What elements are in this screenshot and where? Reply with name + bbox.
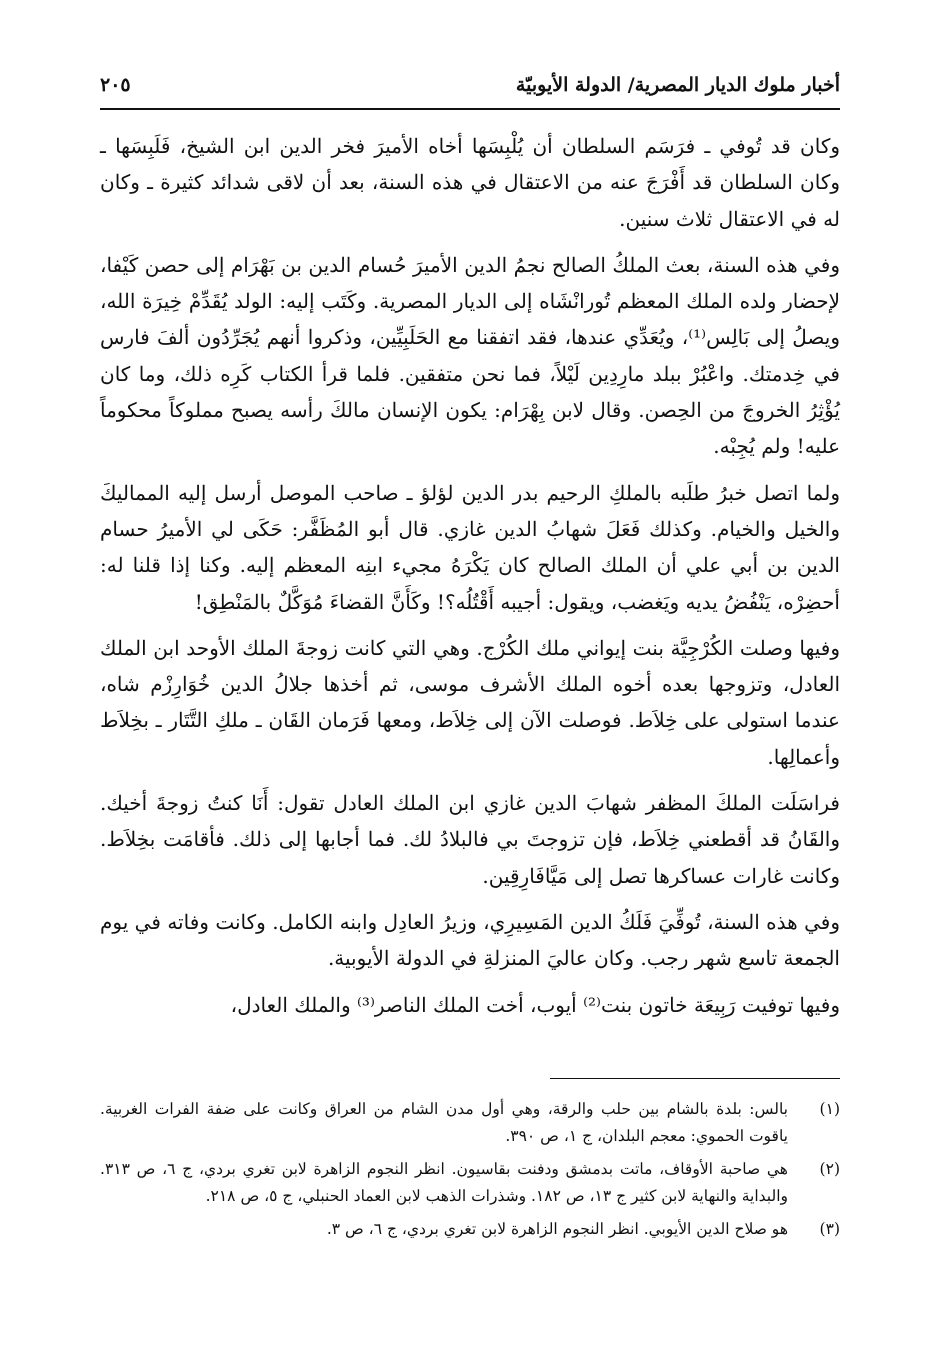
page-number: ٢٠٥ bbox=[100, 74, 131, 96]
footnote-2 bbox=[100, 1156, 840, 1210]
footnote-number: (٢) bbox=[819, 1160, 840, 1178]
footnote-text: هي صاحبة الأوقاف، ماتت بدمشق ودفنت بقاسيون. انظر النجوم الزاهرة لابن تغري بردي، ج ٦، ص ٣١٣. والبداية والنهاية لابن كثير ج ١٣، ص ١٨٢. وشذرات الذهب لابن العماد الحنبلي، ج ٥، ص ٢١٨. bbox=[100, 1160, 788, 1205]
page-header bbox=[100, 68, 840, 110]
footnote-text: بالس: بلدة بالشام بين حلب والرقة، وهي أول مدن الشام من العراق وكانت على ضفة الفرات الغربية. ياقوت الحموي: معجم البلدان، ج ١، ص ٣٩٠. bbox=[100, 1100, 788, 1145]
main-text bbox=[100, 128, 840, 1033]
footnote-divider bbox=[550, 1078, 840, 1079]
paragraph: وكان قد تُوفي ـ فرَسَم السلطان أن يُلْبِسَها أخاه الأميرَ فخر الدين ابن الشيخ، فَلَبِسَها ـ وكان السلطان قد أَفْرَجَ عنه من الاعتقال في هذه السنة، بعد أن لاقى شدائد كثيرة ـ وكان له في الاعتقال ثلاث سنين. bbox=[100, 134, 840, 231]
paragraph: وفي هذه السنة، بعث الملكُ الصالح نجمُ الدين الأميرَ حُسام الدين بن بَهْرَام إلى حصن كَيْفا، لإحضار ولده الملك المعظم تُورانْشَاه إلى الديار المصرية. وكَتَب إليه: الولد يُقَدِّمْ خِيرَة الله، ويصلُ إلى بَالِس⁽¹⁾، ويُعَدِّي عندها، فقد اتفقنا مع الحَلَبِيِّين، وذكروا أنهم يُجَرِّدُون ألفَ فارس في خِدمتك. واعْبُرْ ببلد مارِدِين لَيْلاً، فما نحن متفقين. فلما قرأ الكتاب كَرِه ذلك، وما كان يُؤْثِرُ الخروجَ من الحِصن. وقال لابن بِهْرَام: يكون الإنسان مالكَ رأسه يصبح مملوكاً محكوماً عليه! ولم يُجِبْه. bbox=[100, 252, 840, 459]
paragraph: وفي هذه السنة، تُوفِّيَ فَلَكُ الدين المَسِيرِي، وزيرُ العادِل وابنه الكامل. وكانت وفاته في يوم الجمعة تاسع شهر رجب. وكان عاليَ المنزلةِ في الدولة الأيوبية. bbox=[100, 909, 840, 971]
footnote-number: (٣) bbox=[819, 1220, 840, 1238]
footnote-list bbox=[100, 1096, 840, 1249]
footnote-1 bbox=[100, 1096, 840, 1150]
footnote-text: هو صلاح الدين الأيوبي. انظر النجوم الزاهرة لابن تغري بردي، ج ٦، ص ٣. bbox=[326, 1220, 788, 1238]
paragraph: وفيها وصلت الكُرْجِيَّة بنت إيواني ملك الكُرْج. وهي التي كانت زوجةَ الملك الأوحد ابن الملك العادل، وتزوجها بعده أخوه الملك الأشرف موسى، ثم أخذها جلالُ الدين خُوَارِزْم شاه، عندما استولى على خِلاَط. فوصلت الآن إلى خِلاَط، ومعها فَرَمان القَان ـ ملكِ التَّتَار ـ بخِلاَط وأعمالِها. bbox=[100, 635, 840, 769]
paragraph: ولما اتصل خبرُ طلَبه بالملكِ الرحيم بدر الدين لؤلؤ ـ صاحب الموصل أرسل إليه المماليكَ والخيل والخيام. وكذلك فَعَلَ شهابُ الدين غازي. قال أبو المُظَفَّر: حَكَى لي الأميرُ حسام الدين بن أبي علي أن الملك الصالح كان يَكْرَهُ مجيء ابنِه المعظم إليه. وكنا إذا قلنا له: أحضِرْه، يَنْفُضُ يديه ويَغضب، ويقول: أجيبه أَقْتُلُه؟! وكَأَنَّ القضاءَ مُوَكَّلٌ بالمَنْطِق! bbox=[100, 480, 840, 614]
running-title: أخبار ملوك الديار المصرية/ الدولة الأيوبيّة bbox=[515, 74, 840, 96]
footnote-number: (١) bbox=[819, 1100, 840, 1118]
footnote-3 bbox=[100, 1216, 840, 1243]
paragraph: فراسَلَت الملكَ المظفر شهابَ الدين غازي ابن الملك العادل تقول: أَنَا كنتُ زوجةَ أخيك. والقَانُ قد أقطعني خِلاَط، فإن تزوجتَ بي فالبلادُ لك. فما أجابها إلى ذلك. فأقامَت بخِلاَط. وكانت غارات عساكرها تصل إلى مَيَّافَارِقِين. bbox=[100, 791, 840, 888]
paragraph: وفيها توفيت رَبِيعَة خاتون بنت⁽²⁾ أيوب، أخت الملك الناصر⁽³⁾ والملك العادل، bbox=[230, 992, 840, 1017]
